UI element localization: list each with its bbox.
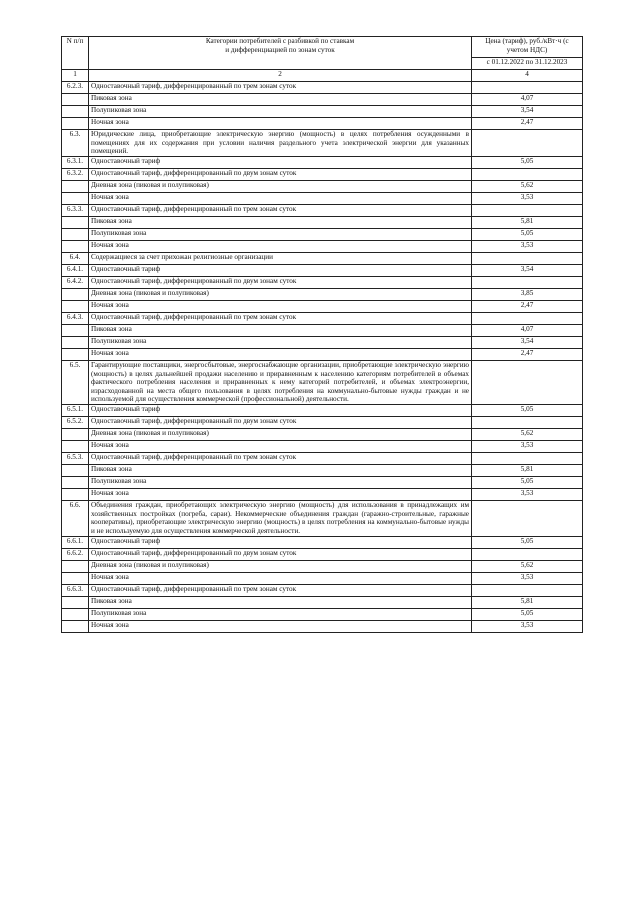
table-row [62, 216, 583, 228]
row-category: Гарантирующие поставщики, энергосбытовые, энергоснабжающие организации, приобретающие электрическую энергию (мощность) в целях дальнейшей продажи населению и приравненным к населению категориям потребителей в объемах фактического потребления населения и приравненных к нему категорий потребителей, и объемах электроэнергии, израсходованной на места общего пользования в целях потребления на коммунально-бытовые нужды граждан и не используемой для осуществления коммерческой (профессиональной) деятельности. [89, 360, 472, 404]
row-price [472, 360, 583, 404]
row-category: Дневная зона (пиковая и полупиковая) [89, 429, 472, 441]
row-number: 6.6.2. [62, 548, 89, 560]
row-category: Одноставочный тариф, дифференцированный по трем зонам суток [89, 312, 472, 324]
table-row [62, 584, 583, 596]
row-price [472, 548, 583, 560]
colnum-4: 4 [472, 70, 583, 82]
row-number: 6.5.3. [62, 453, 89, 465]
row-price: 5,62 [472, 180, 583, 192]
row-number [62, 94, 89, 106]
row-category: Дневная зона (пиковая и полупиковая) [89, 560, 472, 572]
row-number [62, 336, 89, 348]
row-number [62, 228, 89, 240]
header-price: Цена (тариф), руб./кВт·ч (с учетом НДС) [472, 37, 583, 58]
row-price: 3,53 [472, 240, 583, 252]
table-row [62, 300, 583, 312]
table-row [62, 324, 583, 336]
row-category: Полупиковая зона [89, 228, 472, 240]
row-category: Пиковая зона [89, 465, 472, 477]
row-price: 3,53 [472, 620, 583, 632]
row-category: Одноставочный тариф, дифференцированный по двум зонам суток [89, 168, 472, 180]
row-category: Ночная зона [89, 192, 472, 204]
row-price: 3,53 [472, 441, 583, 453]
row-category: Пиковая зона [89, 94, 472, 106]
header-category-line2: и дифференциацией по зонам суток [225, 45, 335, 54]
row-price: 5,05 [472, 405, 583, 417]
row-number: 6.6.3. [62, 584, 89, 596]
row-number [62, 489, 89, 501]
table-row [62, 489, 583, 501]
row-category: Одноставочный тариф [89, 536, 472, 548]
row-number [62, 240, 89, 252]
table-row [62, 156, 583, 168]
colnum-2: 2 [89, 70, 472, 82]
table-row [62, 288, 583, 300]
row-category: Ночная зона [89, 441, 472, 453]
row-number: 6.5.1. [62, 405, 89, 417]
row-category: Одноставочный тариф, дифференцированный по трем зонам суток [89, 82, 472, 94]
table-row [62, 560, 583, 572]
row-number [62, 192, 89, 204]
row-number: 6.5.2. [62, 417, 89, 429]
row-number: 6.3.2. [62, 168, 89, 180]
row-category: Одноставочный тариф [89, 156, 472, 168]
table-row [62, 168, 583, 180]
table-row [62, 453, 583, 465]
row-price: 3,85 [472, 288, 583, 300]
row-number: 6.4. [62, 252, 89, 264]
row-category: Пиковая зона [89, 216, 472, 228]
row-category: Ночная зона [89, 300, 472, 312]
header-period: с 01.12.2022 по 31.12.2023 [472, 58, 583, 70]
row-number [62, 324, 89, 336]
row-price: 3,54 [472, 106, 583, 118]
table-row [62, 465, 583, 477]
table-row [62, 118, 583, 130]
row-number: 6.5. [62, 360, 89, 404]
row-price [472, 312, 583, 324]
row-category: Одноставочный тариф, дифференцированный по трем зонам суток [89, 453, 472, 465]
row-price: 5,05 [472, 608, 583, 620]
row-category: Дневная зона (пиковая и полупиковая) [89, 288, 472, 300]
row-number: 6.4.2. [62, 276, 89, 288]
row-category: Одноставочный тариф, дифференцированный по трем зонам суток [89, 204, 472, 216]
table-row [62, 620, 583, 632]
table-row [62, 477, 583, 489]
row-price: 5,81 [472, 216, 583, 228]
row-price: 4,07 [472, 94, 583, 106]
row-price: 5,81 [472, 465, 583, 477]
table-row [62, 82, 583, 94]
table-body [62, 82, 583, 633]
table-row [62, 536, 583, 548]
row-category: Юридические лица, приобретающие электрическую энергию (мощность) в целях потребления осужденными в помещениях для их содержания при условии наличия раздельного учета электрической энергии для указанных помещений. [89, 130, 472, 157]
row-price [472, 276, 583, 288]
row-category: Дневная зона (пиковая и полупиковая) [89, 180, 472, 192]
row-price: 3,53 [472, 489, 583, 501]
row-number [62, 441, 89, 453]
table-row [62, 192, 583, 204]
table-row [62, 405, 583, 417]
row-number [62, 106, 89, 118]
row-price: 5,81 [472, 596, 583, 608]
row-number: 6.4.1. [62, 264, 89, 276]
row-number [62, 216, 89, 228]
row-category: Полупиковая зона [89, 336, 472, 348]
table-row [62, 180, 583, 192]
row-price: 4,07 [472, 324, 583, 336]
row-number [62, 348, 89, 360]
table-row [62, 106, 583, 118]
row-price [472, 168, 583, 180]
row-number [62, 288, 89, 300]
table-row [62, 276, 583, 288]
row-category: Полупиковая зона [89, 477, 472, 489]
row-price: 2,47 [472, 300, 583, 312]
row-number [62, 300, 89, 312]
row-category: Полупиковая зона [89, 106, 472, 118]
colnum-1: 1 [62, 70, 89, 82]
row-number: 6.3.3. [62, 204, 89, 216]
row-category: Ночная зона [89, 620, 472, 632]
row-price [472, 417, 583, 429]
table-row [62, 130, 583, 157]
table-row [62, 252, 583, 264]
table-row [62, 94, 583, 106]
row-category: Пиковая зона [89, 324, 472, 336]
row-price: 5,05 [472, 228, 583, 240]
table-row [62, 228, 583, 240]
table-row [62, 417, 583, 429]
table-row [62, 264, 583, 276]
row-number: 6.2.3. [62, 82, 89, 94]
table-row [62, 204, 583, 216]
table-row [62, 441, 583, 453]
row-number: 6.3.1. [62, 156, 89, 168]
row-number: 6.6. [62, 501, 89, 537]
row-category: Ночная зона [89, 118, 472, 130]
row-number [62, 118, 89, 130]
table-header [62, 37, 583, 82]
row-price: 3,54 [472, 336, 583, 348]
table-row [62, 360, 583, 404]
table-row [62, 572, 583, 584]
row-price: 2,47 [472, 348, 583, 360]
table-row [62, 596, 583, 608]
row-price: 5,05 [472, 156, 583, 168]
table-row [62, 501, 583, 537]
header-number: N п/п [62, 37, 89, 70]
row-number [62, 477, 89, 489]
row-category: Одноставочный тариф, дифференцированный по двум зонам суток [89, 417, 472, 429]
row-price: 3,54 [472, 264, 583, 276]
table-row [62, 336, 583, 348]
row-price: 5,05 [472, 536, 583, 548]
table-row [62, 608, 583, 620]
row-category: Ночная зона [89, 489, 472, 501]
table-row [62, 312, 583, 324]
row-category: Одноставочный тариф [89, 264, 472, 276]
table-row [62, 548, 583, 560]
row-price [472, 501, 583, 537]
table-row [62, 429, 583, 441]
row-price [472, 82, 583, 94]
row-category: Одноставочный тариф, дифференцированный по двум зонам суток [89, 548, 472, 560]
table-row [62, 240, 583, 252]
row-price: 5,62 [472, 560, 583, 572]
row-category: Пиковая зона [89, 596, 472, 608]
row-number: 6.3. [62, 130, 89, 157]
row-number [62, 465, 89, 477]
row-number [62, 429, 89, 441]
row-category: Ночная зона [89, 348, 472, 360]
row-price [472, 204, 583, 216]
header-category-line1: Категории потребителей с разбивкой по ставкам [205, 37, 355, 45]
row-price: 3,53 [472, 572, 583, 584]
row-price: 3,53 [472, 192, 583, 204]
row-category: Ночная зона [89, 240, 472, 252]
row-number [62, 596, 89, 608]
row-number [62, 620, 89, 632]
row-number [62, 180, 89, 192]
row-number [62, 560, 89, 572]
row-price [472, 130, 583, 157]
tariff-table [61, 36, 583, 633]
row-price [472, 453, 583, 465]
row-price: 2,47 [472, 118, 583, 130]
row-category: Одноставочный тариф, дифференцированный по двум зонам суток [89, 276, 472, 288]
header-category [89, 37, 472, 70]
row-category: Одноставочный тариф [89, 405, 472, 417]
row-number [62, 572, 89, 584]
row-price [472, 584, 583, 596]
row-price [472, 252, 583, 264]
row-category: Ночная зона [89, 572, 472, 584]
row-price: 5,62 [472, 429, 583, 441]
row-price: 5,05 [472, 477, 583, 489]
row-number [62, 608, 89, 620]
row-number: 6.6.1. [62, 536, 89, 548]
row-category: Одноставочный тариф, дифференцированный по трем зонам суток [89, 584, 472, 596]
table-row [62, 348, 583, 360]
row-number: 6.4.3. [62, 312, 89, 324]
row-category: Полупиковая зона [89, 608, 472, 620]
row-category: Объединения граждан, приобретающих электрическую энергию (мощность) для использования в принадлежащих им хозяйственных постройках (погреба, сараи). Некоммерческие объединения граждан (гаражно-строительные, гаражные кооперативы), приобретающие электрическую энергию (мощность) в целях потребления на коммунально-бытовые нужды и не используемую для осуществления коммерческой деятельности. [89, 501, 472, 537]
row-category: Содержащиеся за счет прихожан религиозные организации [89, 252, 472, 264]
